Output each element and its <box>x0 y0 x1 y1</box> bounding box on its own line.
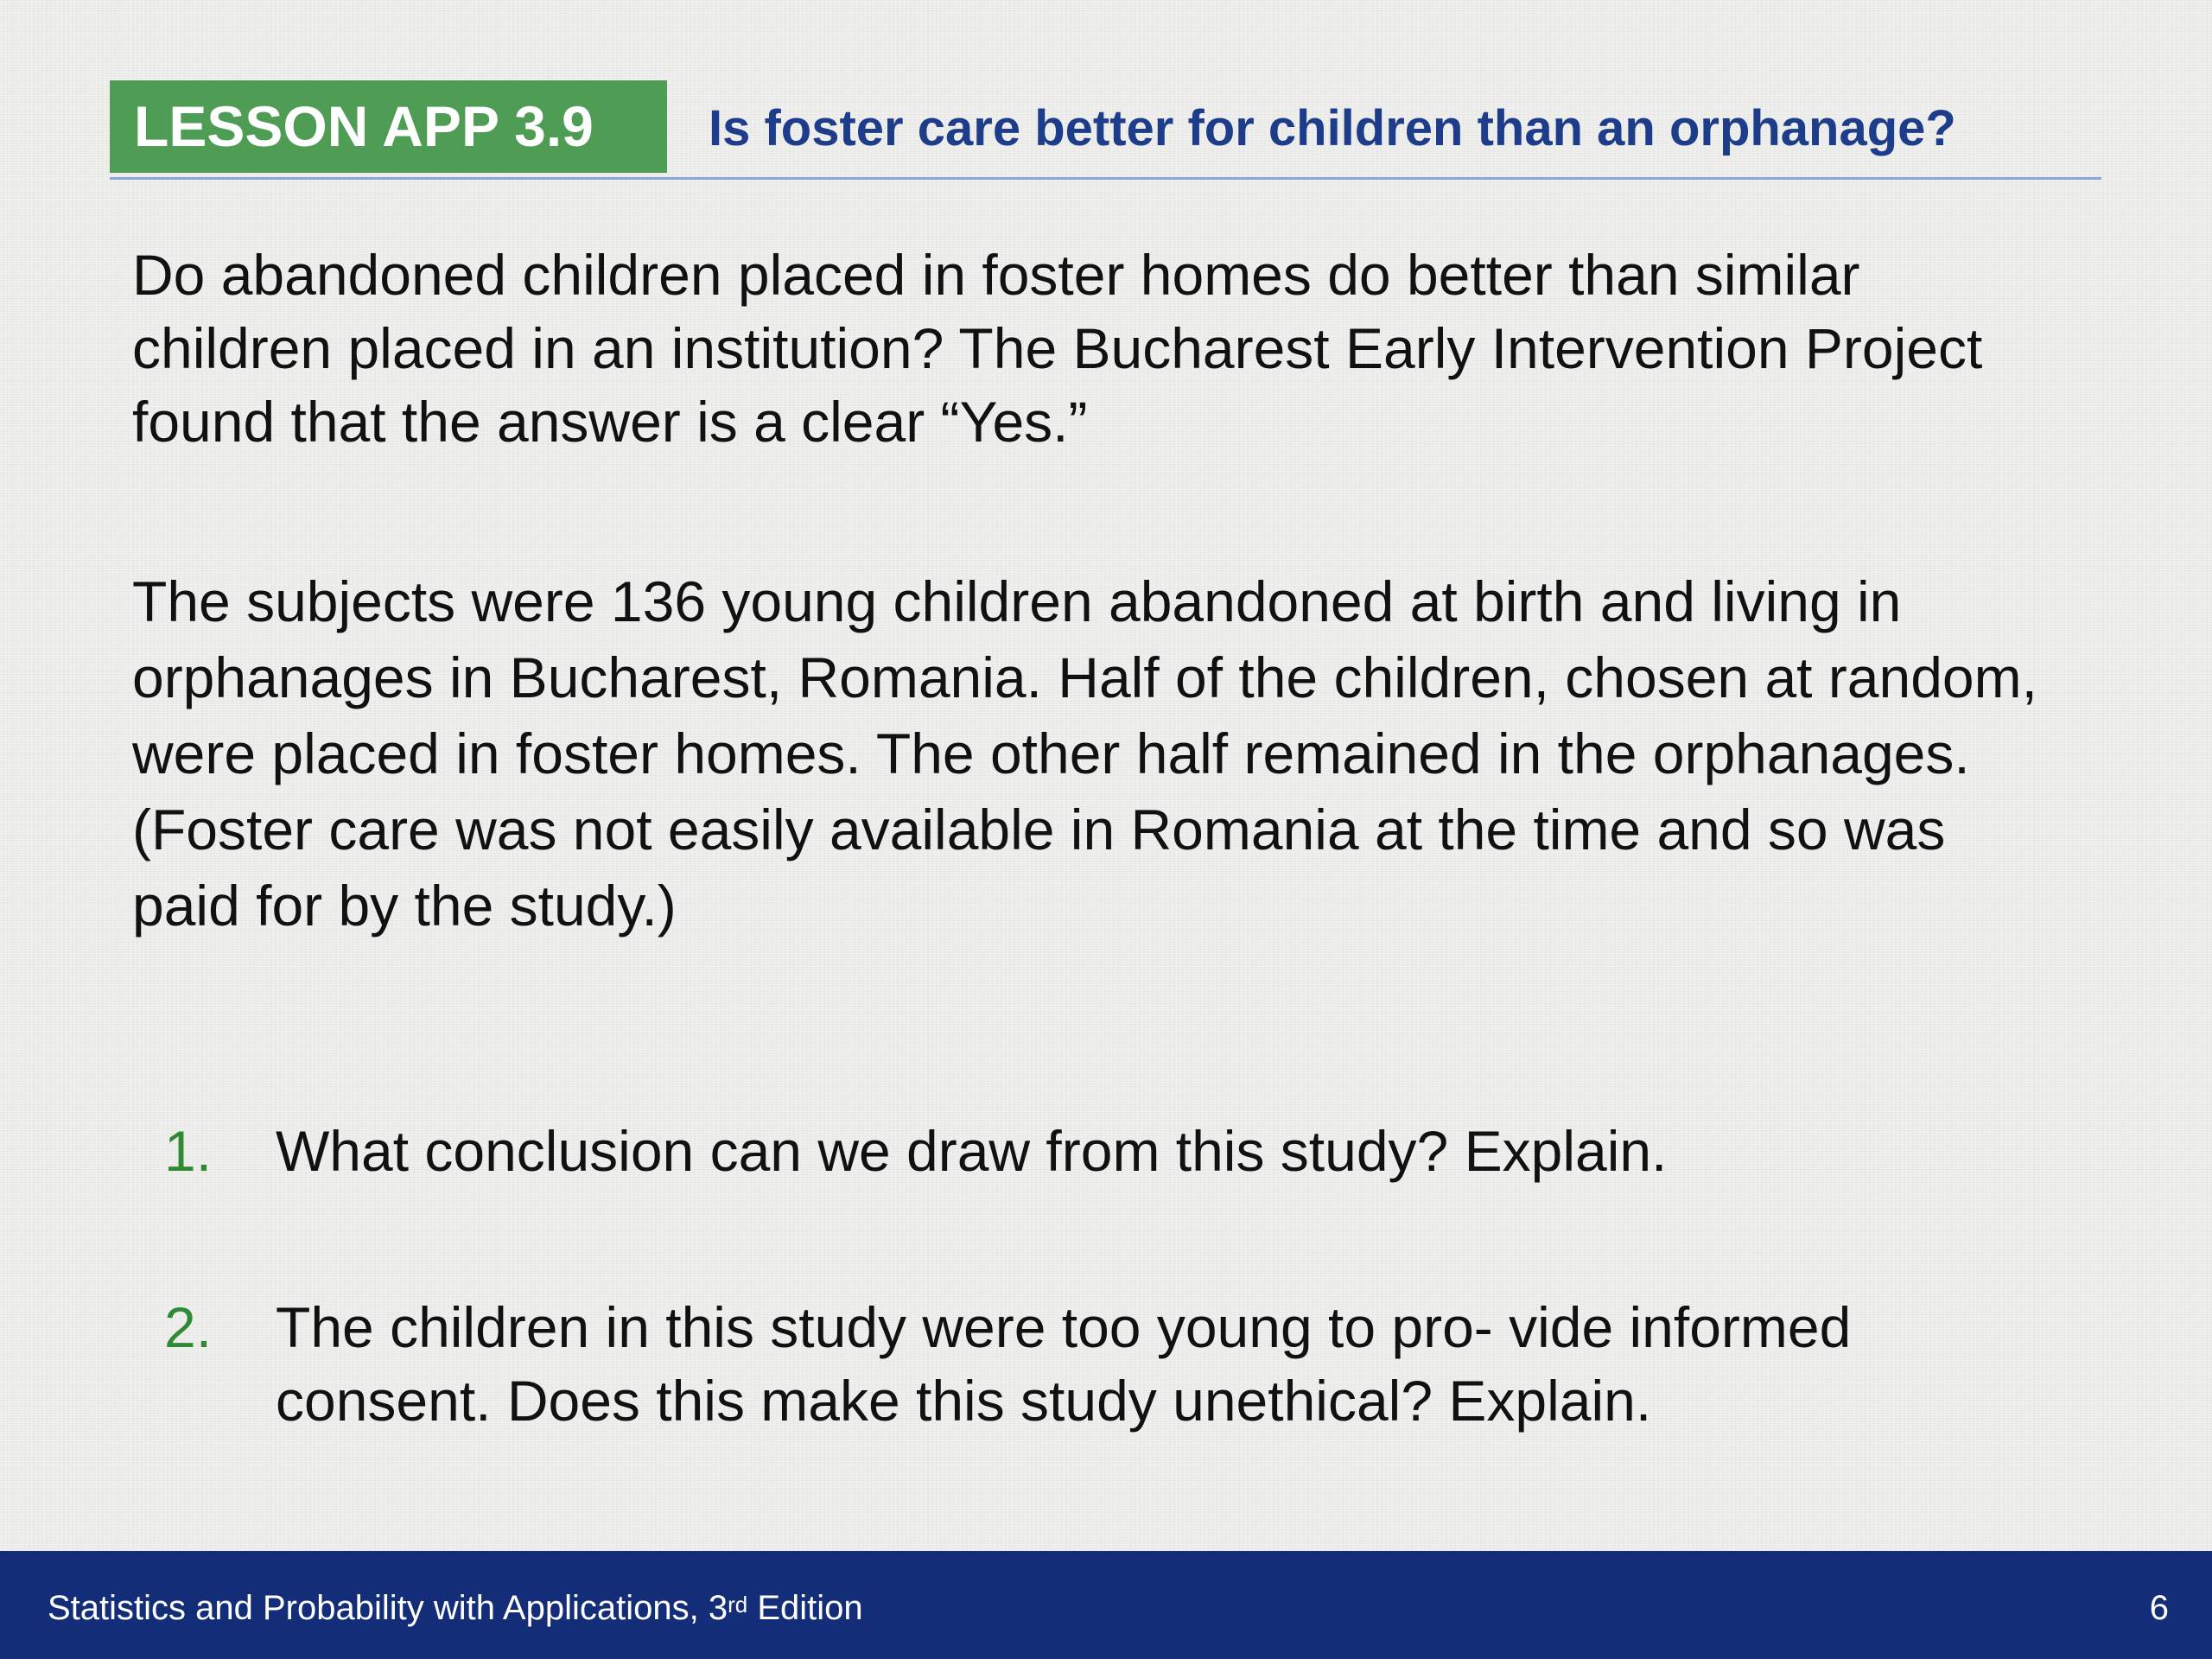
lesson-badge: LESSON APP 3.9 <box>110 80 667 173</box>
slide-footer <box>0 1551 2212 1659</box>
question-item <box>164 1291 2065 1438</box>
question-number: 1. <box>164 1119 213 1183</box>
intro-paragraph: Do abandoned children placed in foster homes do better than similar children placed in an institution? The Bucharest Early Intervention Project found that the answer is a clear “Yes.” <box>132 243 1983 454</box>
lesson-header <box>110 80 2100 173</box>
question-text: What conclusion can we draw from this study? Explain. <box>276 1119 1668 1183</box>
question-item <box>164 1115 2065 1188</box>
header-divider <box>110 177 2101 180</box>
question-text: The children in this study were too young to pro- vide informed consent. Does this make this study unethical? Explain. <box>276 1295 1852 1433</box>
edition-superscript: rd <box>728 1592 748 1618</box>
lesson-title: Is foster care better for children than an orphanage? <box>709 100 1956 156</box>
question-number: 2. <box>164 1295 213 1359</box>
study-description-paragraph: The subjects were 136 young children abandoned at birth and living in orphanages in Bucharest, Romania. Half of the children, chosen at random, were placed in foster homes. The other half remained in the orphanages. (Foster care was not easily available in Romania at the time and so was paid for by the study.) <box>132 569 2037 938</box>
page-number: 6 <box>2149 1589 2169 1627</box>
book-title <box>48 1587 863 1629</box>
book-title-suffix: Edition <box>747 1589 863 1627</box>
book-title-prefix: Statistics and Probability with Applications, 3 <box>48 1589 728 1627</box>
